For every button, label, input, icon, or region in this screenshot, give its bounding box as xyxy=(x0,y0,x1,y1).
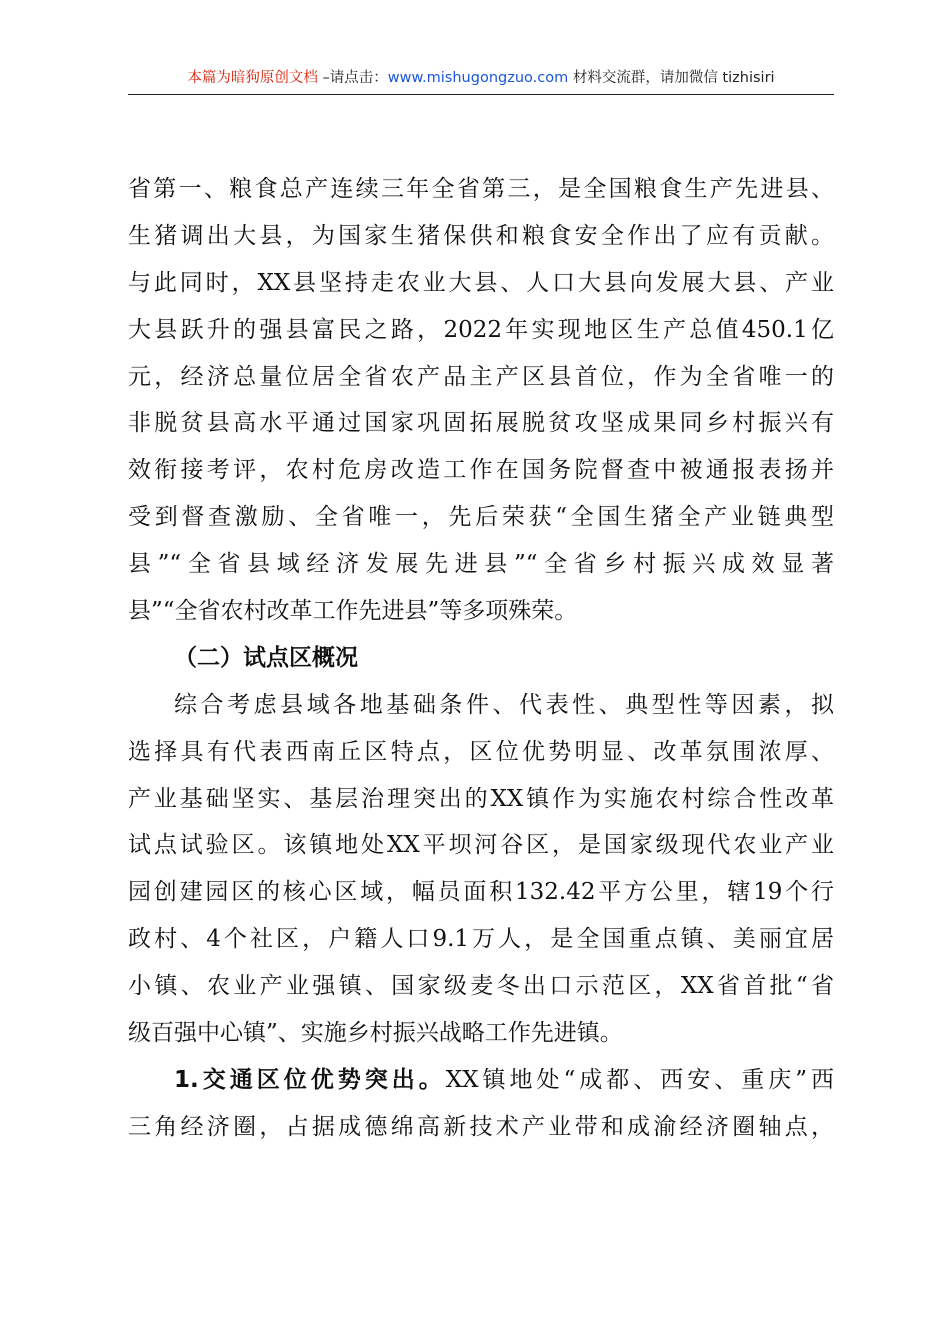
body-line: 试点试验区。该镇地处XX平坝河谷区，是国家级现代农业产业 xyxy=(128,832,834,859)
body-line: 综合考虑县域各地基础条件、代表性、典型性等因素，拟 xyxy=(174,691,834,718)
body-line: 生猪调出大县，为国家生猪保供和粮食安全作出了应有贡献。 xyxy=(128,222,834,249)
body-line: 省第一、粮食总产连续三年全省第三，是全国粮食生产先进县、 xyxy=(128,176,834,202)
document-body xyxy=(128,166,834,1151)
header-divider xyxy=(128,94,834,95)
body-line: 产业基础坚实、基层治理突出的XX镇作为实施农村综合性改革 xyxy=(128,785,834,812)
header-original-notice: 本篇为暗狗原创文档 xyxy=(187,70,318,86)
body-line: 级百强中心镇”、实施乡村振兴战略工作先进镇。 xyxy=(128,1020,623,1047)
body-line: 政村、4个社区，户籍人口9.1万人，是全国重点镇、美丽宜居 xyxy=(128,926,834,953)
header-wechat-note: 材料交流群，请加微信 tizhisiri xyxy=(568,70,775,86)
body-line: 元，经济总量位居全省农产品主产区县首位，作为全省唯一的 xyxy=(128,363,834,390)
body-line: 小镇、农业产业强镇、国家级麦冬出口示范区，XX省首批“省 xyxy=(128,973,834,1000)
section-heading: （二）试点区概况 xyxy=(174,644,358,671)
body-line: 与此同时，XX县坚持走农业大县、人口大县向发展大县、产业 xyxy=(128,269,834,296)
header-website-link[interactable]: www.mishugongzuo.com xyxy=(387,70,569,86)
body-line: 县”“全省县域经济发展先进县”“全省乡村振兴成效显著 xyxy=(128,551,834,578)
body-line: 大县跃升的强县富民之路，2022年实现地区生产总值450.1亿 xyxy=(128,316,834,343)
body-line-rest: XX镇地处“成都、西安、重庆”西 xyxy=(445,1066,834,1093)
body-line: 三角经济圈，占据成德绵高新技术产业带和成渝经济圈轴点， xyxy=(128,1113,834,1140)
page-header xyxy=(128,64,834,92)
body-line: 受到督查激励、全省唯一，先后荣获“全国生猪全产业链典型 xyxy=(128,504,834,531)
body-line: 效衔接考评，农村危房改造工作在国务院督查中被通报表扬并 xyxy=(128,457,834,484)
body-line: 县”“全省农村改革工作先进县”等多项殊荣。 xyxy=(128,598,578,625)
body-line: 园创建园区的核心区域，幅员面积132.42平方公里，辖19个行 xyxy=(128,879,834,906)
subsection-lead: 1.交通区位优势突出。 xyxy=(174,1066,446,1093)
body-line: 选择具有代表西南丘区特点，区位优势明显、改革氛围浓厚、 xyxy=(128,738,834,765)
header-click-prompt: –请点击： xyxy=(317,70,388,86)
body-line: 非脱贫县高水平通过国家巩固拓展脱贫攻坚成果同乡村振兴有 xyxy=(128,410,834,437)
body-line-with-lead xyxy=(128,1057,834,1104)
